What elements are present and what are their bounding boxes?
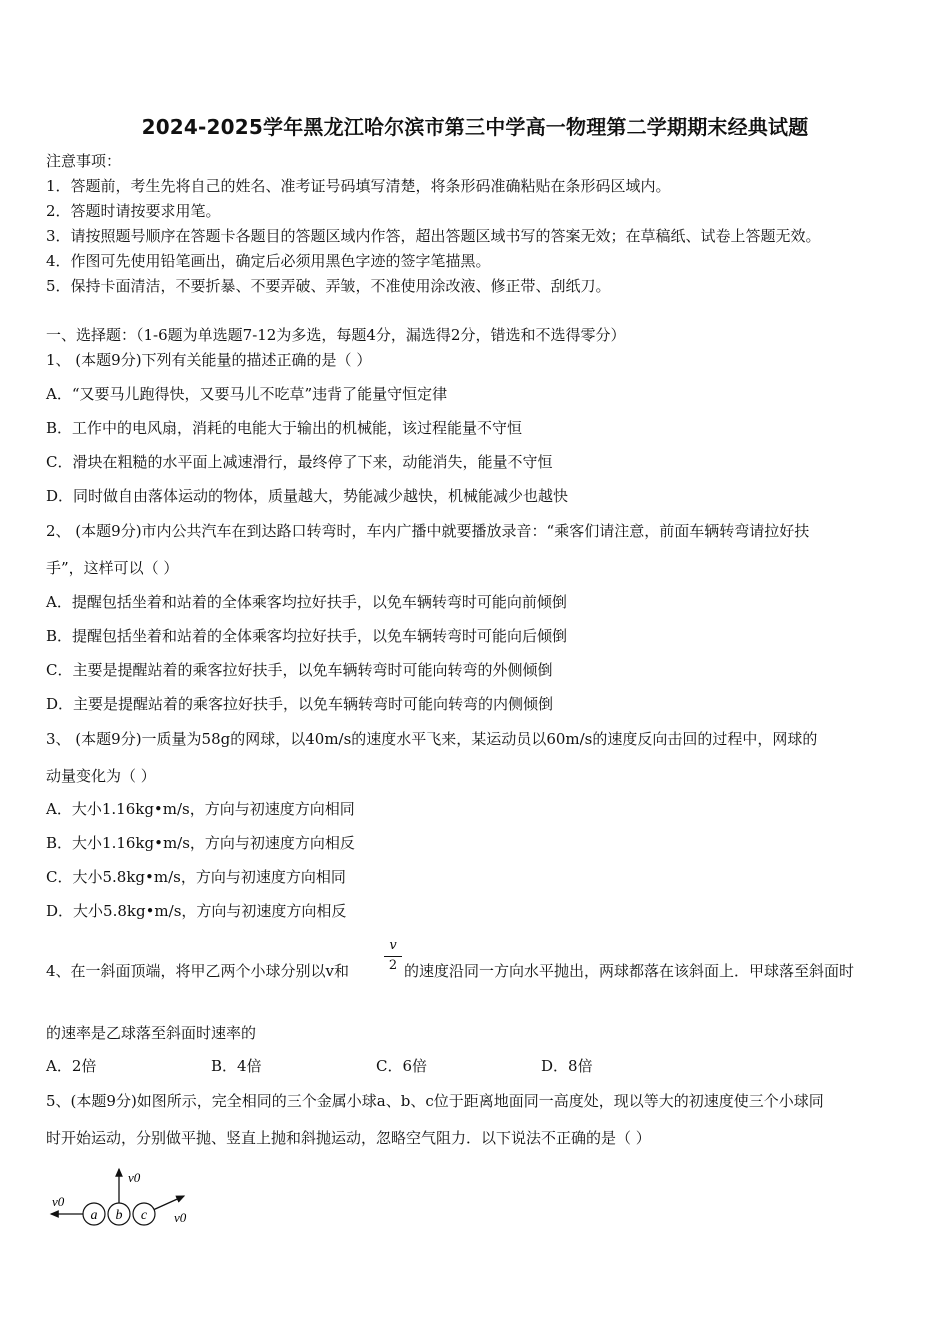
notice-item: 2．答题时请按要求用笔。 bbox=[46, 202, 221, 220]
page-title: 2024-2025学年黑龙江哈尔滨市第三中学高一物理第二学期期末经典试题 bbox=[141, 115, 809, 139]
fraction-denominator: 2 bbox=[388, 958, 398, 973]
question-3-option-b: B．大小1.16kg•m/s，方向与初速度方向相反 bbox=[46, 834, 355, 852]
ball-a-label: a bbox=[90, 1208, 98, 1223]
question-2-option-c: C．主要是提醒站着的乘客拉好扶手，以免车辆转弯时可能向转弯的外侧倾倒 bbox=[46, 661, 553, 679]
question-3-option-a: A．大小1.16kg•m/s，方向与初速度方向相同 bbox=[46, 800, 355, 818]
question-2-stem: 2、 (本题9分)市内公共汽车在到达路口转弯时，车内广播中就要播放录音：“乘客们请注意，前面车辆转弯请拉好扶 bbox=[46, 522, 810, 540]
v0-right-label: v0 bbox=[174, 1210, 187, 1225]
fraction-v-over-2 bbox=[384, 938, 402, 974]
section-heading: 一、选择题：（1-6题为单选题7-12为多选，每题4分，漏选得2分，错选和不选得零分） bbox=[46, 326, 626, 344]
question-4-option-c: C．6倍 bbox=[376, 1057, 428, 1075]
ball-b-label: b bbox=[115, 1208, 123, 1223]
question-1-stem: 1、 (本题9分)下列有关能量的描述正确的是（ ） bbox=[46, 351, 372, 369]
notice-item: 4．作图可先使用铅笔画出，确定后必须用黑色字迹的签字笔描黑。 bbox=[46, 252, 491, 270]
question-4-stem-cont: 的速率是乙球落至斜面时速率的 bbox=[46, 1024, 257, 1042]
notice-heading: 注意事项： bbox=[46, 152, 122, 170]
question-1-option-b: B．工作中的电风扇，消耗的电能大于输出的机械能，该过程能量不守恒 bbox=[46, 419, 523, 437]
question-4-option-d: D．8倍 bbox=[541, 1057, 593, 1075]
ball-c-label: c bbox=[140, 1208, 148, 1223]
fraction-numerator: v bbox=[389, 938, 397, 953]
question-4-option-a: A．2倍 bbox=[46, 1057, 97, 1075]
question-4-stem-post: 的速度沿同一方向水平抛出，两球都落在该斜面上．甲球落至斜面时 bbox=[404, 962, 855, 980]
question-1-option-a: A．“又要马儿跑得快，又要马儿不吃草”违背了能量守恒定律 bbox=[46, 385, 448, 403]
question-2-option-b: B．提醒包括坐着和站着的全体乘客均拉好扶手，以免车辆转弯时可能向后倾倒 bbox=[46, 627, 568, 645]
notice-item: 5．保持卡面清洁，不要折暴、不要弄破、弄皱，不准使用涂改液、修正带、刮纸刀。 bbox=[46, 277, 611, 295]
notice-item: 1．答题前，考生先将自己的姓名、准考证号码填写清楚，将条形码准确粘贴在条形码区域内。 bbox=[46, 177, 671, 195]
question-2-option-a: A．提醒包括坐着和站着的全体乘客均拉好扶手，以免车辆转弯时可能向前倾倒 bbox=[46, 593, 567, 611]
question-2-stem-cont: 手”，这样可以（ ） bbox=[46, 559, 179, 577]
question-3-option-c: C．大小5.8kg•m/s，方向与初速度方向相同 bbox=[46, 868, 346, 886]
balls-motion-figure bbox=[46, 1160, 206, 1230]
velocity-arrow-oblique bbox=[153, 1196, 184, 1210]
question-3-stem-cont: 动量变化为（ ） bbox=[46, 767, 156, 785]
question-4-stem-pre: 4、在一斜面顶端，将甲乙两个小球分别以v和 bbox=[46, 962, 350, 980]
question-5-stem-cont: 时开始运动，分别做平抛、竖直上抛和斜抛运动，忽略空气阻力．以下说法不正确的是（ ） bbox=[46, 1129, 651, 1147]
question-1-option-c: C．滑块在粗糙的水平面上减速滑行，最终停了下来，动能消失，能量不守恒 bbox=[46, 453, 553, 471]
question-2-option-d: D．主要是提醒站着的乘客拉好扶手，以免车辆转弯时可能向转弯的内侧倾倒 bbox=[46, 695, 554, 713]
v0-left-label: v0 bbox=[52, 1194, 65, 1209]
v0-up-label: v0 bbox=[128, 1170, 141, 1185]
question-1-option-d: D．同时做自由落体运动的物体，质量越大，势能减少越快，机械能减少也越快 bbox=[46, 487, 569, 505]
notice-item: 3．请按照题号顺序在答题卡各题目的答题区域内作答，超出答题区域书写的答案无效；在草稿纸、试卷上答题无效。 bbox=[46, 227, 821, 245]
question-4-option-b: B．4倍 bbox=[211, 1057, 262, 1075]
question-3-option-d: D．大小5.8kg•m/s，方向与初速度方向相反 bbox=[46, 902, 347, 920]
question-3-stem: 3、 (本题9分)一质量为58g的网球，以40m/s的速度水平飞来，某运动员以60m/s的速度反向击回的过程中，网球的 bbox=[46, 730, 818, 748]
question-5-stem: 5、(本题9分)如图所示，完全相同的三个金属小球a、b、c位于距离地面同一高度处，现以等大的初速度使三个小球同 bbox=[46, 1092, 824, 1110]
